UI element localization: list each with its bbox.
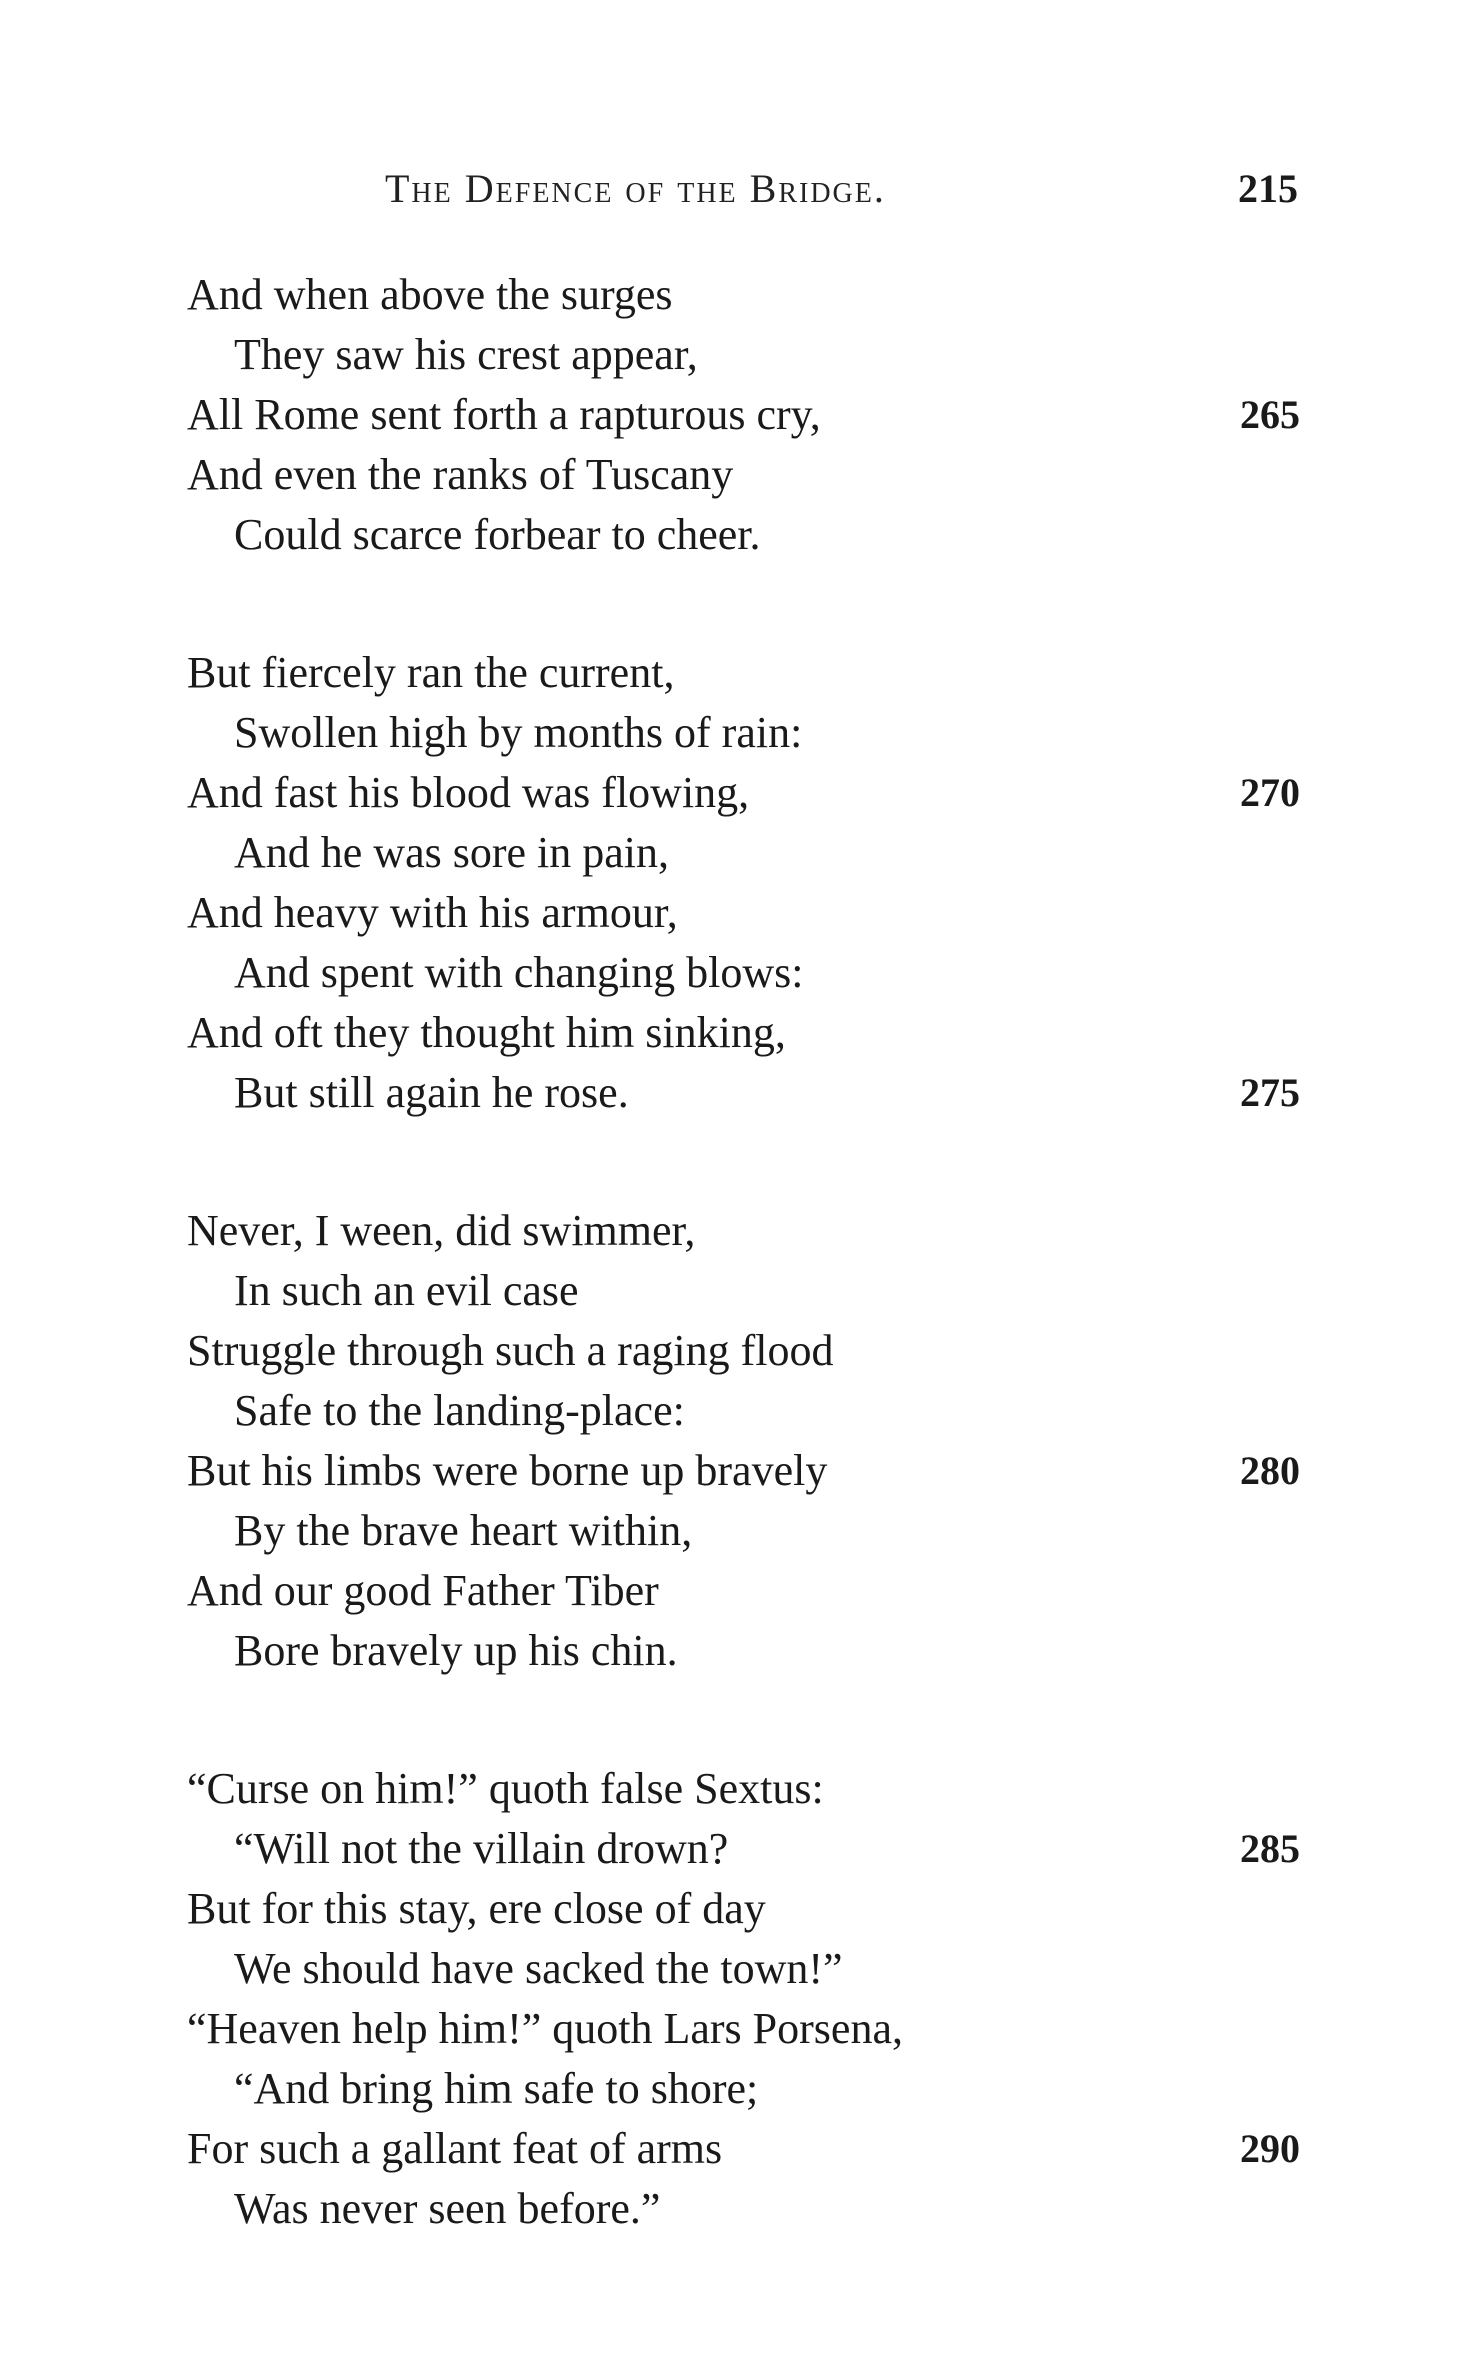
verse-text: Was never seen before.”: [234, 2184, 661, 2233]
line-number: 280: [1240, 1448, 1300, 1493]
verse-text: All Rome sent forth a rapturous cry,: [187, 390, 821, 439]
verse-line: [0, 1561, 1480, 1621]
verse-text: And spent with changing blows:: [234, 948, 804, 997]
verse-line: [0, 643, 1480, 703]
verse-line: [0, 1441, 1480, 1501]
verse-line: [0, 505, 1480, 565]
verse-line: [0, 1063, 1480, 1123]
verse-text: And he was sore in pain,: [234, 828, 670, 877]
verse-line: [0, 1999, 1480, 2059]
page-header: [0, 165, 1480, 225]
verse-text: They saw his crest appear,: [234, 330, 698, 379]
verse-line: [0, 1501, 1480, 1561]
verse-text: And oft they thought him sinking,: [187, 1008, 786, 1057]
line-number: 265: [1240, 392, 1300, 437]
verse-line: [0, 1621, 1480, 1681]
verse-text: “Will not the villain drown?: [234, 1824, 729, 1873]
verse-line: [0, 1381, 1480, 1441]
verse-text: “Heaven help him!” quoth Lars Porsena,: [187, 2004, 903, 2053]
stanza: [0, 1759, 1480, 2239]
verse-line: [0, 1759, 1480, 1819]
verse-text: Swollen high by months of rain:: [234, 708, 803, 757]
verse-line: [0, 763, 1480, 823]
verse-line: [0, 2059, 1480, 2119]
verse-line: [0, 823, 1480, 883]
verse-text: Safe to the landing-place:: [234, 1386, 685, 1435]
verse-line: [0, 1003, 1480, 1063]
verse-text: In such an evil case: [234, 1266, 579, 1315]
poem-body: [0, 265, 1480, 2317]
line-number: 290: [1240, 2126, 1300, 2171]
running-title: The Defence of the Bridge.: [385, 166, 886, 211]
stanza: [0, 1201, 1480, 1681]
verse-line: [0, 1321, 1480, 1381]
verse-text: But fiercely ran the current,: [187, 648, 675, 697]
verse-text: For such a gallant feat of arms: [187, 2124, 723, 2173]
verse-text: And our good Father Tiber: [187, 1566, 659, 1615]
verse-line: [0, 265, 1480, 325]
verse-text: Could scarce forbear to cheer.: [234, 510, 761, 559]
verse-line: [0, 385, 1480, 445]
verse-text: Struggle through such a raging flood: [187, 1326, 834, 1375]
verse-text: “Curse on him!” quoth false Sextus:: [187, 1764, 824, 1813]
verse-line: [0, 1819, 1480, 1879]
verse-text: But his limbs were borne up bravely: [187, 1446, 828, 1495]
verse-text: And heavy with his armour,: [187, 888, 678, 937]
verse-line: [0, 1201, 1480, 1261]
line-number: 285: [1240, 1826, 1300, 1871]
page-number: 215: [1238, 166, 1298, 211]
verse-line: [0, 1939, 1480, 1999]
line-number: 270: [1240, 770, 1300, 815]
verse-text: “And bring him safe to shore;: [234, 2064, 759, 2113]
verse-text: And fast his blood was flowing,: [187, 768, 750, 817]
stanza: [0, 265, 1480, 565]
verse-text: But still again he rose.: [234, 1068, 629, 1117]
verse-line: [0, 1879, 1480, 1939]
verse-line: [0, 883, 1480, 943]
verse-text: Never, I ween, did swimmer,: [187, 1206, 696, 1255]
verse-text: And when above the surges: [187, 270, 673, 319]
verse-text: And even the ranks of Tuscany: [187, 450, 734, 499]
line-number: 275: [1240, 1070, 1300, 1115]
verse-line: [0, 943, 1480, 1003]
verse-line: [0, 445, 1480, 505]
stanza: [0, 643, 1480, 1123]
verse-line: [0, 325, 1480, 385]
verse-line: [0, 2179, 1480, 2239]
verse-line: [0, 2119, 1480, 2179]
verse-text: We should have sacked the town!”: [234, 1944, 843, 1993]
verse-text: By the brave heart within,: [234, 1506, 693, 1555]
verse-line: [0, 1261, 1480, 1321]
verse-line: [0, 703, 1480, 763]
verse-text: But for this stay, ere close of day: [187, 1884, 766, 1933]
verse-text: Bore bravely up his chin.: [234, 1626, 678, 1675]
